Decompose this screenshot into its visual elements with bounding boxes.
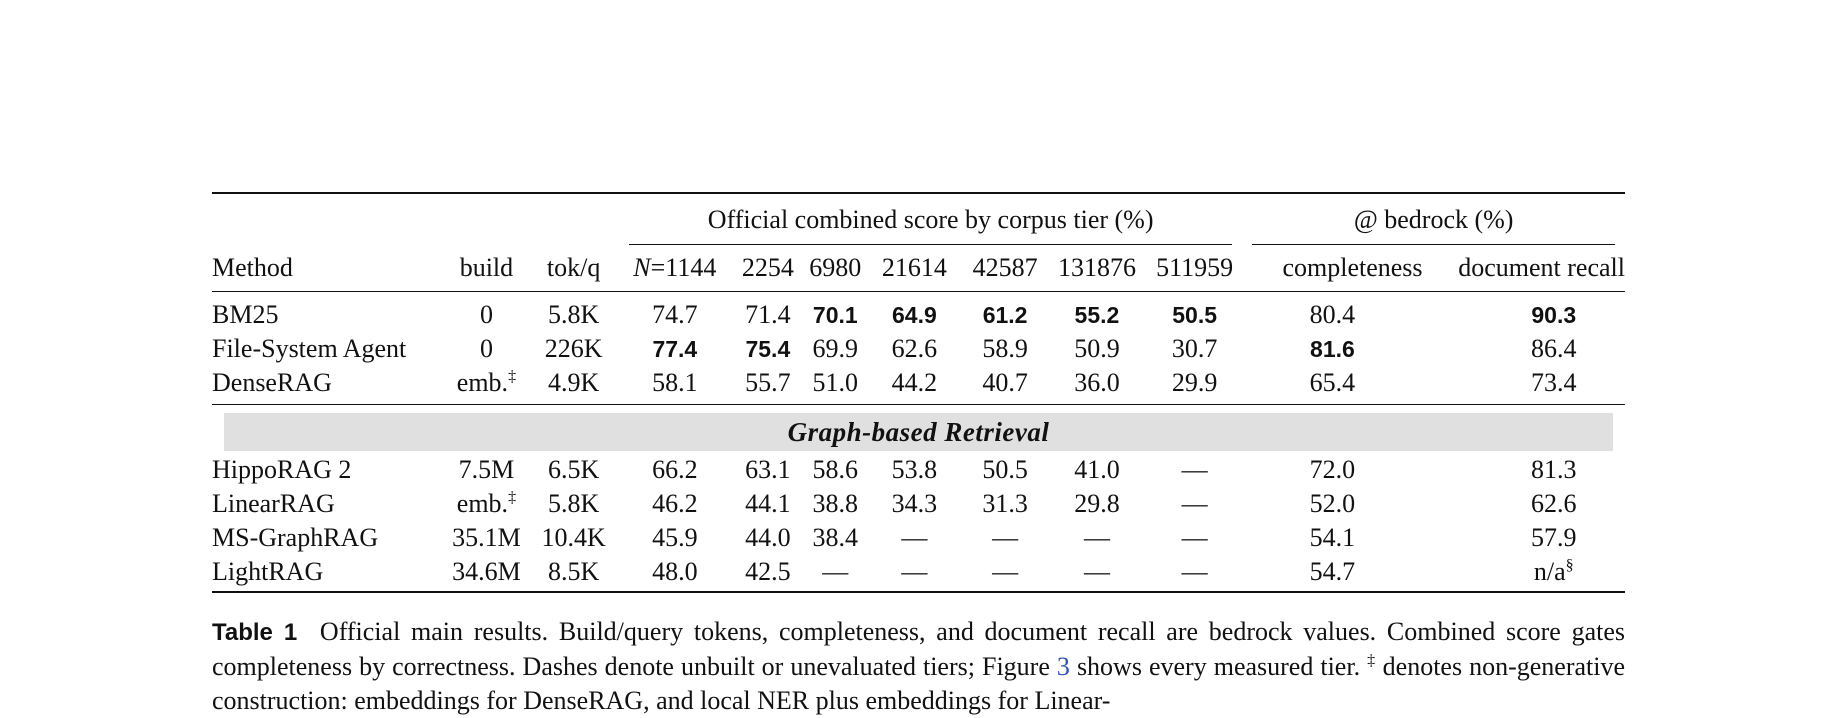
header-tier-6: 131876: [1047, 245, 1147, 292]
row-tier-2: 71.4: [745, 300, 791, 329]
header-tier-5: 42587: [963, 245, 1047, 292]
header-tokq: tok/q: [528, 245, 619, 292]
row-tier-1: 45.9: [652, 523, 698, 552]
row-tier-2: 44.0: [745, 523, 791, 552]
row-recall: [1423, 555, 1625, 592]
row-recall: 86.4: [1531, 334, 1577, 363]
row-tier-4-best: 64.9: [891, 302, 937, 328]
row-tier-3: 51.0: [805, 366, 865, 405]
header-completeness: completeness: [1242, 245, 1422, 292]
row-method: BM25: [212, 300, 279, 329]
row-tier-7: —: [1181, 523, 1208, 552]
row-tier-3: 69.9: [812, 334, 859, 363]
header-tier-3: 6980: [805, 245, 865, 292]
row-tier-1: 58.1: [619, 366, 731, 405]
table-row: [212, 453, 1625, 487]
row-build-footnote: ‡: [508, 368, 517, 385]
row-build: 35.1M: [452, 523, 521, 552]
row-tier-6: —: [1047, 555, 1147, 592]
section-title: Graph-based Retrieval: [224, 413, 1613, 451]
row-completeness-best: 81.6: [1310, 336, 1355, 362]
row-tier-1: 46.2: [652, 489, 698, 518]
row-tier-1: 66.2: [652, 455, 698, 484]
row-build: 34.6M: [445, 555, 529, 592]
row-tier-6: 41.0: [1074, 455, 1120, 484]
header-tier-2: 2254: [731, 245, 805, 292]
row-completeness: 72.0: [1309, 455, 1356, 484]
row-tier-2: 55.7: [731, 366, 805, 405]
row-tokq: 10.4K: [541, 523, 606, 552]
bedrock-group-header: @ bedrock (%): [1252, 196, 1615, 245]
row-tier-5: —: [992, 523, 1019, 552]
table-row: [212, 292, 1625, 333]
row-tier-7: —: [1181, 455, 1208, 484]
row-tier-6: 29.8: [1074, 489, 1120, 518]
row-method: MS-GraphRAG: [212, 523, 379, 552]
row-tier-5-best: 61.2: [982, 302, 1028, 328]
header-tier-1-value: =1144: [650, 253, 717, 282]
table-row: [212, 366, 1625, 405]
row-tier-5: 50.5: [982, 455, 1028, 484]
caption-label: Table 1: [212, 619, 298, 646]
row-method: DenseRAG: [212, 366, 445, 405]
header-tier-1: [619, 245, 731, 292]
row-method: File-System Agent: [212, 334, 407, 363]
header-n-symbol: N: [633, 253, 651, 282]
header-build: build: [445, 245, 529, 292]
row-tier-6: —: [1083, 523, 1110, 552]
row-method: LinearRAG: [212, 489, 335, 518]
row-completeness: 65.4: [1242, 366, 1422, 405]
row-tokq: 4.9K: [528, 366, 619, 405]
row-tier-7: 29.9: [1147, 366, 1242, 405]
row-recall: 62.6: [1531, 489, 1577, 518]
row-build: 7.5M: [458, 455, 515, 484]
caption-text-3: denotes non-generative construction: embeddings for DenseRAG, and local NER plus embeddings for Linear-: [212, 652, 1626, 715]
row-tier-2: 44.1: [745, 489, 791, 518]
row-tier-4: 34.3: [891, 489, 938, 518]
header-method: Method: [212, 245, 445, 292]
row-tier-3: 38.8: [812, 489, 859, 518]
row-build: [445, 487, 529, 521]
row-recall-best: 90.3: [1531, 302, 1577, 328]
row-tier-3: 38.4: [812, 523, 859, 552]
row-build: 0: [479, 300, 493, 329]
row-tier-6: 50.9: [1074, 334, 1120, 363]
row-tier-5: 31.3: [982, 489, 1028, 518]
row-completeness: 54.1: [1309, 523, 1356, 552]
row-build: [445, 366, 529, 405]
row-completeness: 54.7: [1242, 555, 1422, 592]
row-tokq: 5.8K: [548, 489, 600, 518]
row-tokq: 8.5K: [528, 555, 619, 592]
row-tier-5: 58.9: [982, 334, 1028, 363]
row-tier-4: 44.2: [866, 366, 964, 405]
header-tier-4: 21614: [866, 245, 964, 292]
row-tier-6: 36.0: [1047, 366, 1147, 405]
row-tier-7-best: 50.5: [1172, 302, 1217, 328]
table-row: [212, 487, 1625, 521]
row-tier-7: —: [1181, 489, 1208, 518]
caption-text-1: Official main results. Build/query tokens, completeness, and document recall are bedrock values. Combined score gates completeness by correctness. Dashes denote unbuilt or unevaluated tiers; Figure: [212, 617, 1626, 681]
row-tier-2-best: 75.4: [745, 336, 791, 362]
column-header-row: [212, 245, 1625, 292]
header-recall: document recall: [1423, 245, 1625, 292]
row-tokq: 6.5K: [548, 455, 600, 484]
row-completeness: 80.4: [1309, 300, 1356, 329]
row-tier-4: 53.8: [891, 455, 938, 484]
row-tier-1-best: 77.4: [652, 336, 698, 362]
row-build: 0: [479, 334, 493, 363]
header-tier-7: 511959: [1147, 245, 1242, 292]
row-recall: 81.3: [1531, 455, 1577, 484]
row-tier-3-best: 70.1: [812, 302, 858, 328]
table-caption: [212, 615, 1625, 718]
figure-ref-link[interactable]: 3: [1056, 652, 1070, 681]
section-row: [212, 405, 1625, 454]
table-row: [212, 521, 1625, 555]
row-recall-value: n/a: [1533, 557, 1566, 586]
row-recall: 57.9: [1531, 523, 1577, 552]
row-recall: 73.4: [1423, 366, 1625, 405]
row-method: LightRAG: [212, 555, 445, 592]
row-tokq: 226K: [544, 334, 603, 363]
row-tier-4: 62.6: [891, 334, 938, 363]
row-tier-4: —: [901, 523, 928, 552]
row-recall-footnote: §: [1565, 557, 1574, 574]
row-tier-2: 63.1: [745, 455, 791, 484]
row-tier-6-best: 55.2: [1074, 302, 1120, 328]
group-header-row: [212, 193, 1625, 245]
row-completeness: 52.0: [1309, 489, 1356, 518]
caption-footnote-mark: ‡: [1367, 652, 1376, 669]
row-tier-5: 40.7: [963, 366, 1047, 405]
results-table: [212, 192, 1625, 593]
table-row: [212, 332, 1625, 366]
row-build-value: emb.: [456, 368, 509, 397]
row-build-value: emb.: [456, 489, 509, 518]
row-tier-1: 48.0: [619, 555, 731, 592]
row-method: HippoRAG 2: [212, 455, 352, 484]
caption-text-2: shows every measured tier.: [1076, 652, 1361, 681]
row-tier-2: 42.5: [731, 555, 805, 592]
table-row: [212, 555, 1625, 592]
tier-group-header: Official combined score by corpus tier (%): [629, 196, 1232, 245]
row-tokq: 5.8K: [548, 300, 600, 329]
row-tier-5: —: [963, 555, 1047, 592]
row-tier-3: —: [805, 555, 865, 592]
row-tier-7: —: [1147, 555, 1242, 592]
row-tier-4: —: [866, 555, 964, 592]
row-tier-1: 74.7: [652, 300, 698, 329]
row-tier-7: 30.7: [1171, 334, 1218, 363]
row-tier-3: 58.6: [812, 455, 859, 484]
row-build-footnote: ‡: [508, 489, 517, 506]
